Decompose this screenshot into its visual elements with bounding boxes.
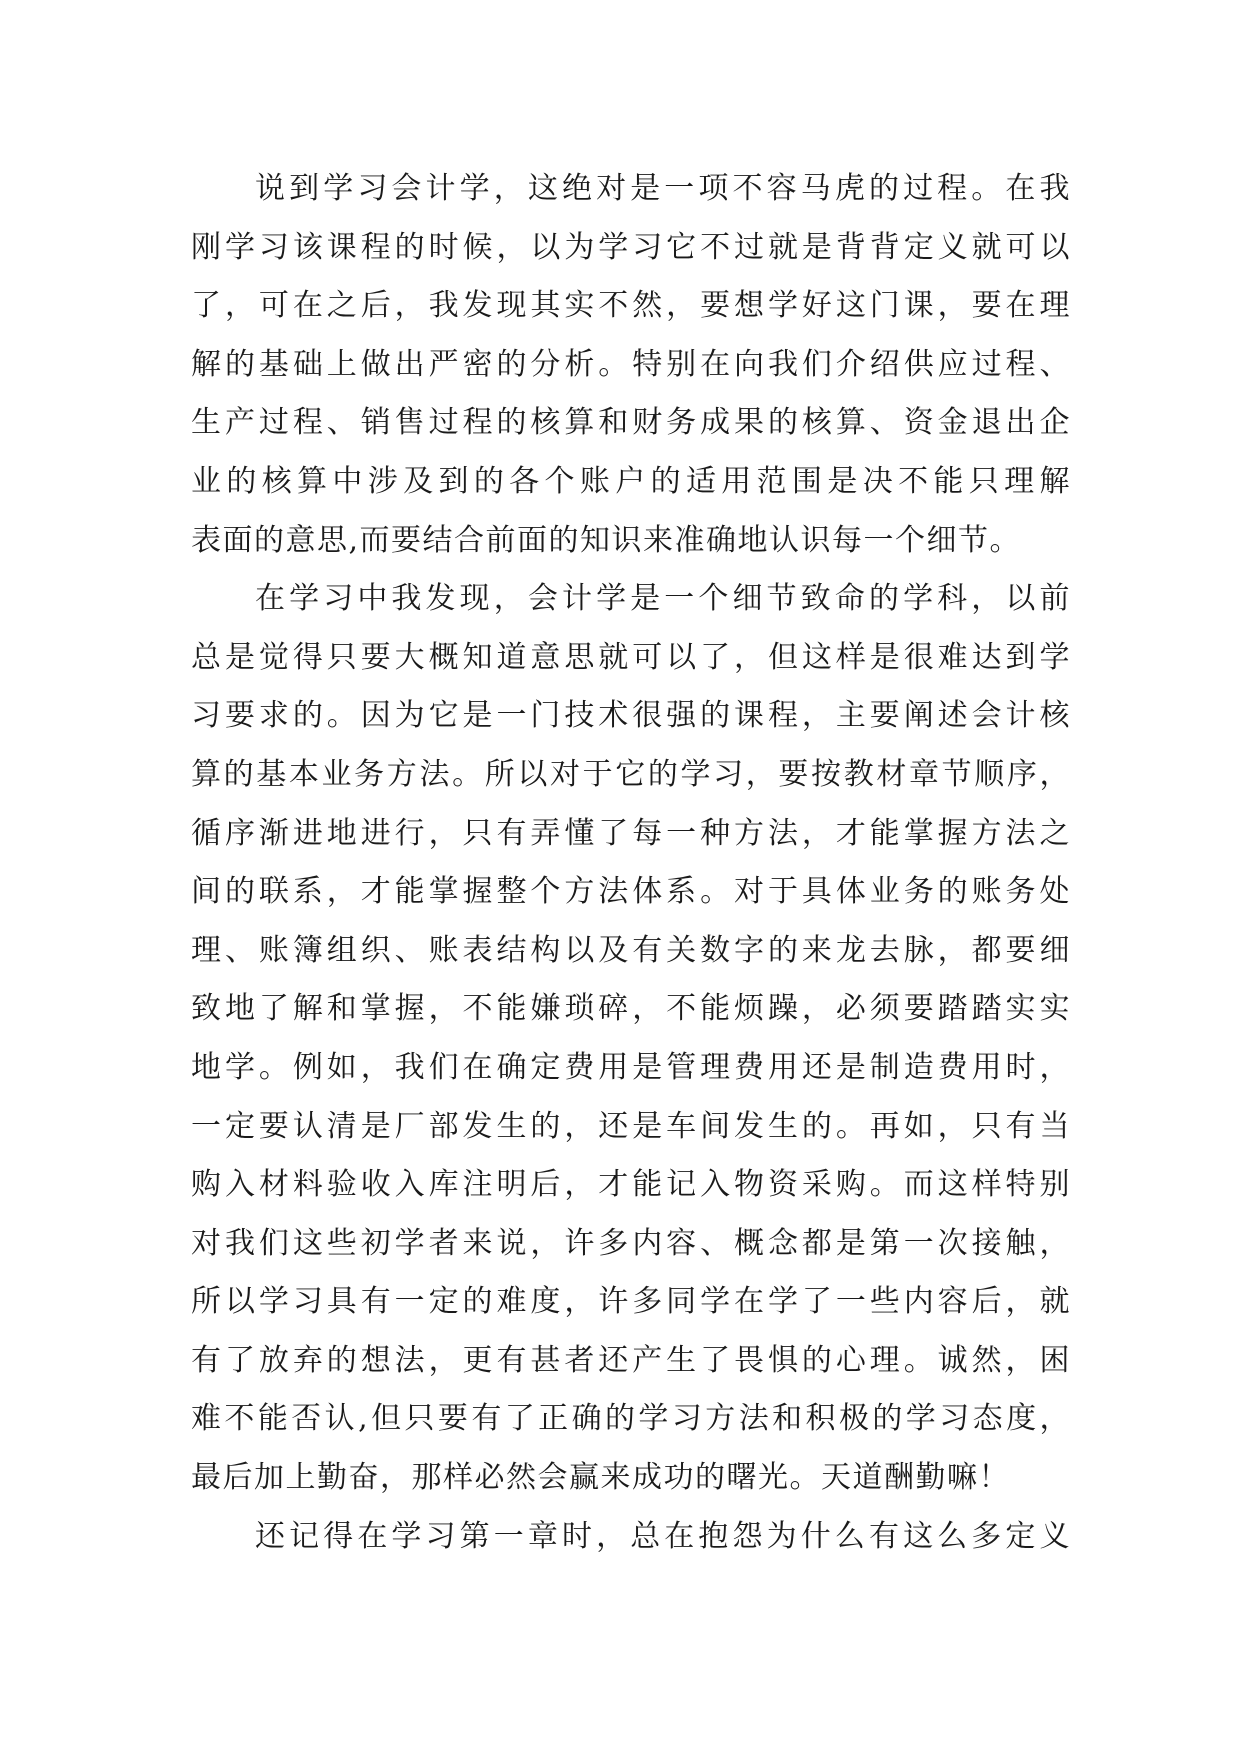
text-line: 购入材料验收入库注明后，才能记入物资采购。而这样特别 — [191, 1167, 1071, 1203]
text-line: 还记得在学习第一章时，总在抱怨为什么有这么多定义 — [255, 1518, 1071, 1554]
document-body — [191, 160, 1071, 1566]
text-line: 理、账簿组织、账表结构以及有关数字的来龙去脉，都要细 — [191, 932, 1071, 968]
text-line: 致地了解和掌握，不能嫌琐碎，不能烦躁，必须要踏踏实实 — [191, 991, 1071, 1027]
text-line: 所以学习具有一定的难度，许多同学在学了一些内容后，就 — [191, 1284, 1071, 1320]
text-line: 难不能否认,但只要有了正确的学习方法和积极的学习态度， — [191, 1401, 1071, 1437]
text-line: 刚学习该课程的时候，以为学习它不过就是背背定义就可以 — [191, 229, 1071, 265]
text-line: 循序渐进地进行，只有弄懂了每一种方法，才能掌握方法之 — [191, 815, 1071, 851]
text-line: 业的核算中涉及到的各个账户的适用范围是决不能只理解 — [191, 463, 1071, 499]
text-line: 表面的意思,而要结合前面的知识来准确地认识每一个细节。 — [191, 522, 1022, 558]
paragraph-2 — [191, 570, 1071, 1508]
text-line: 一定要认清是厂部发生的，还是车间发生的。再如，只有当 — [191, 1108, 1071, 1144]
text-line: 解的基础上做出严密的分析。特别在向我们介绍供应过程、 — [191, 346, 1071, 382]
text-line: 在学习中我发现，会计学是一个细节致命的学科，以前 — [255, 581, 1071, 617]
text-line: 生产过程、销售过程的核算和财务成果的核算、资金退出企 — [191, 405, 1071, 441]
text-line: 说到学习会计学，这绝对是一项不容马虎的过程。在我 — [255, 171, 1071, 206]
paragraph-3 — [191, 1508, 1071, 1567]
text-line: 间的联系，才能掌握整个方法体系。对于具体业务的账务处 — [191, 874, 1071, 910]
text-line: 总是觉得只要大概知道意思就可以了，但这样是很难达到学 — [191, 639, 1071, 675]
text-line: 对我们这些初学者来说，许多内容、概念都是第一次接触， — [191, 1225, 1071, 1261]
text-line: 了，可在之后，我发现其实不然，要想学好这门课，要在理 — [191, 288, 1071, 324]
paragraph-1 — [191, 160, 1071, 570]
text-line: 习要求的。因为它是一门技术很强的课程，主要阐述会计核 — [191, 698, 1071, 734]
text-line: 有了放弃的想法，更有甚者还产生了畏惧的心理。诚然，困 — [191, 1342, 1071, 1378]
text-line: 最后加上勤奋，那样必然会赢来成功的曙光。天道酬勤嘛！ — [191, 1460, 1010, 1496]
text-line: 地学。例如，我们在确定费用是管理费用还是制造费用时， — [191, 1049, 1071, 1085]
text-line: 算的基本业务方法。所以对于它的学习，要按教材章节顺序， — [191, 756, 1071, 792]
